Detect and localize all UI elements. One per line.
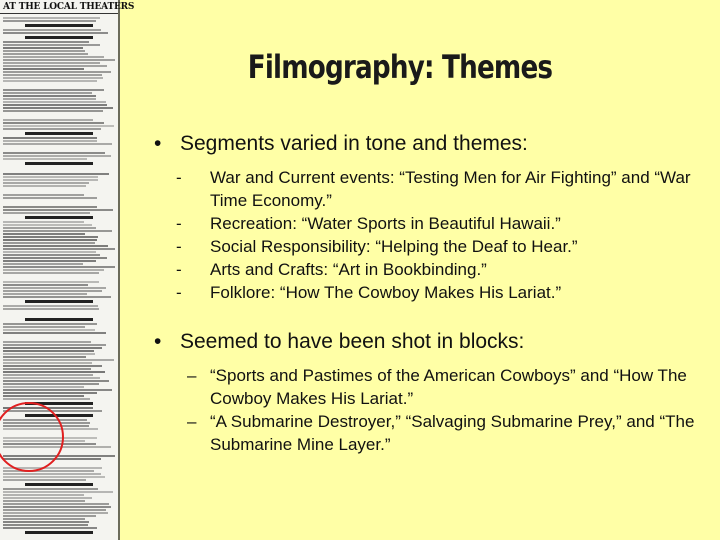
sub-text: Arts and Crafts: “Art in Bookbinding.”: [210, 260, 487, 279]
clipping-text-line: [3, 494, 84, 496]
clipping-text-line: [3, 497, 92, 499]
clipping-text-line: [3, 152, 105, 154]
clipping-text-line: [3, 524, 88, 526]
clipping-text-line: [3, 335, 115, 340]
clipping-text-line: [3, 368, 91, 370]
clipping-text-line: [3, 122, 104, 124]
clipping-text-line: [3, 512, 108, 514]
clipping-text-line: [3, 95, 96, 97]
bullet-marker: •: [154, 132, 162, 155]
clipping-text-line: [3, 119, 93, 121]
bullet-item: [150, 130, 710, 158]
bullet-item: [150, 328, 710, 356]
clipping-text-line: [3, 44, 100, 46]
clipping-text-line: [3, 380, 109, 382]
clipping-text-line: [3, 53, 88, 55]
clipping-text-line: [3, 230, 112, 232]
clipping-text-line: [3, 200, 115, 205]
clipping-text-line: [3, 101, 106, 103]
clipping-text-line: [3, 20, 96, 22]
sub-marker: -: [176, 260, 182, 279]
clipping-text-line: [3, 32, 108, 34]
sub-list: [150, 364, 710, 456]
clipping-text-line: [3, 212, 90, 214]
clipping-text-line: [3, 47, 83, 49]
clipping-text-line: [3, 71, 111, 73]
clipping-text-line: [3, 77, 103, 79]
clipping-text-line: [3, 194, 84, 196]
sub-text: Social Responsibility: “Helping the Deaf to Hear.”: [210, 237, 578, 256]
clipping-text-line: [3, 503, 109, 505]
clipping-text-line: [3, 377, 100, 379]
clipping-text-line: [3, 350, 94, 352]
slide-title: Filmography: Themes: [247, 48, 553, 86]
slide-content: [150, 130, 710, 480]
clipping-text-line: [3, 263, 83, 265]
clipping-text-line: [3, 65, 107, 67]
clipping-text-line: [3, 74, 102, 76]
clipping-text-line: [3, 50, 85, 52]
clipping-text-line: [3, 371, 105, 373]
clipping-text-line: [3, 59, 115, 61]
sub-item: [150, 410, 710, 456]
clipping-text-line: [3, 332, 106, 334]
clipping-text-line: [3, 341, 91, 343]
clipping-text-line: [3, 275, 115, 280]
clipping-text-line: [3, 488, 98, 490]
clipping-text-line: [3, 41, 89, 43]
clipping-text-line: [3, 92, 92, 94]
clipping-text-line: [3, 284, 88, 286]
clipping-text-line: [3, 386, 84, 388]
sub-text: “Sports and Pastimes of the American Cowboys” and “How The Cowboy Makes His Lariat.”: [210, 366, 687, 408]
clipping-text-line: [3, 272, 99, 274]
clipping-text-line: [3, 206, 97, 208]
sub-marker: -: [176, 237, 182, 256]
clipping-text-line: [3, 473, 101, 475]
clipping-text-line: [3, 383, 99, 385]
clipping-text-line: [25, 36, 92, 39]
sub-item: [150, 235, 710, 258]
clipping-text-line: [3, 56, 104, 58]
clipping-text-line: [3, 29, 101, 31]
clipping-text-line: [3, 185, 86, 187]
clipping-text-line: [3, 269, 104, 271]
clipping-text-line: [25, 216, 92, 219]
clipping-text-line: [3, 521, 89, 523]
clipping-text-line: [3, 305, 98, 307]
clipping-text-line: [3, 311, 115, 316]
clipping-text-line: [3, 470, 94, 472]
clipping-text-line: [3, 62, 100, 64]
clipping-text-line: [3, 308, 99, 310]
clipping-text-line: [25, 132, 92, 135]
clipping-text-line: [3, 140, 97, 142]
clipping-text-line: [3, 197, 97, 199]
clipping-text-line: [3, 137, 97, 139]
clipping-text-line: [3, 227, 96, 229]
clipping-text-line: [3, 527, 97, 529]
sub-text: Recreation: “Water Sports in Beautiful Hawaii.”: [210, 214, 561, 233]
clipping-text-line: [3, 476, 105, 478]
clipping-text-line: [3, 290, 102, 292]
clipping-text-line: [3, 500, 85, 502]
clipping-text-line: [3, 257, 107, 259]
sub-item: [150, 166, 710, 212]
clipping-text-line: [3, 329, 95, 331]
clipping-text-line: [3, 365, 102, 367]
clipping-text-line: [3, 221, 84, 223]
clipping-text-line: [3, 98, 96, 100]
sub-marker: -: [176, 214, 182, 233]
clipping-text-line: [3, 113, 115, 118]
clipping-text-line: [3, 491, 113, 493]
clipping-text-line: [3, 110, 103, 112]
bullet-marker: •: [154, 330, 162, 353]
clipping-text-line: [25, 300, 92, 303]
clipping-text-line: [3, 89, 104, 91]
sub-item: [150, 281, 710, 304]
clipping-text-line: [3, 344, 106, 346]
clipping-text-line: [3, 509, 106, 511]
sub-text: Folklore: “How The Cowboy Makes His Lariat.”: [210, 283, 562, 302]
clipping-text-line: [3, 347, 102, 349]
clipping-text-line: [3, 173, 109, 175]
clipping-text-line: [3, 374, 93, 376]
clipping-text-line: [3, 146, 115, 151]
sub-text: “A Submarine Destroyer,” “Salvaging Submarine Prey,” and “The Submarine Mine Layer.”: [210, 412, 695, 454]
clipping-text-line: [3, 398, 90, 400]
sub-marker: -: [176, 168, 182, 187]
bullet-text: Segments varied in tone and themes:: [180, 132, 528, 155]
clipping-text-line: [3, 296, 111, 298]
clipping-text-line: [3, 104, 107, 106]
sub-item: [150, 364, 710, 410]
clipping-text-line: [25, 531, 92, 534]
clipping-text-line: [3, 209, 113, 211]
clipping-text-line: [3, 176, 98, 178]
clipping-text-line: [3, 158, 87, 160]
clipping-text-line: [3, 242, 95, 244]
clipping-text-line: [3, 236, 98, 238]
clipping-text-line: [3, 107, 113, 109]
clipping-text-line: [3, 143, 112, 145]
clipping-text-line: [3, 389, 112, 391]
clipping-text-line: [3, 179, 98, 181]
clipping-text-line: [3, 506, 111, 508]
sub-item: [150, 212, 710, 235]
clipping-text-line: [3, 83, 115, 88]
clipping-text-line: [3, 326, 85, 328]
clipping-text-line: [3, 245, 108, 247]
sub-item: [150, 258, 710, 281]
clipping-text-line: [3, 323, 97, 325]
clipping-text-line: [3, 353, 95, 355]
clipping-text-line: [3, 80, 97, 82]
clipping-text-line: [3, 287, 106, 289]
clipping-text-line: [3, 224, 92, 226]
clipping-text-line: [3, 188, 115, 193]
clipping-text-line: [3, 254, 100, 256]
clipping-text-line: [3, 260, 96, 262]
clipping-text-line: [3, 248, 115, 250]
clipping-text-line: [3, 125, 114, 127]
clipping-text-line: [3, 239, 97, 241]
sub-marker: –: [187, 366, 197, 385]
clipping-text-line: [3, 167, 115, 172]
clipping-text-line: [25, 162, 92, 165]
sub-marker: -: [176, 283, 182, 302]
bullet-text: Seemed to have been shot in blocks:: [180, 330, 525, 353]
clipping-text-line: [3, 359, 114, 361]
clipping-text-line: [3, 128, 101, 130]
sub-list: [150, 166, 710, 304]
clipping-text-line: [3, 518, 85, 520]
clipping-text-line: [25, 483, 92, 486]
clipping-text-line: [3, 356, 86, 358]
sub-text: War and Current events: “Testing Men for Air Fighting” and “War Time Economy.”: [210, 168, 691, 210]
clipping-text-line: [3, 293, 87, 295]
clipping-text-line: [3, 233, 85, 235]
sub-marker: –: [187, 412, 197, 431]
clipping-text-line: [3, 392, 97, 394]
clipping-headline: AT THE LOCAL THEATERS: [0, 0, 118, 14]
clipping-text-line: [3, 362, 92, 364]
clipping-text-line: [3, 266, 115, 268]
clipping-text-line: [3, 182, 89, 184]
newspaper-clipping-image: [0, 0, 135, 540]
clipping-text-line: [3, 251, 96, 253]
clipping-text-line: [3, 281, 99, 283]
clipping-text-line: [3, 17, 100, 19]
clipping-text-line: [25, 318, 92, 321]
clipping-text-line: [3, 395, 84, 397]
clipping-text-line: [3, 479, 86, 481]
clipping-text-line: [3, 68, 84, 70]
clipping-text-line: [3, 515, 96, 517]
clipping-text-line: [3, 155, 111, 157]
clipping-text-line: [25, 24, 92, 27]
